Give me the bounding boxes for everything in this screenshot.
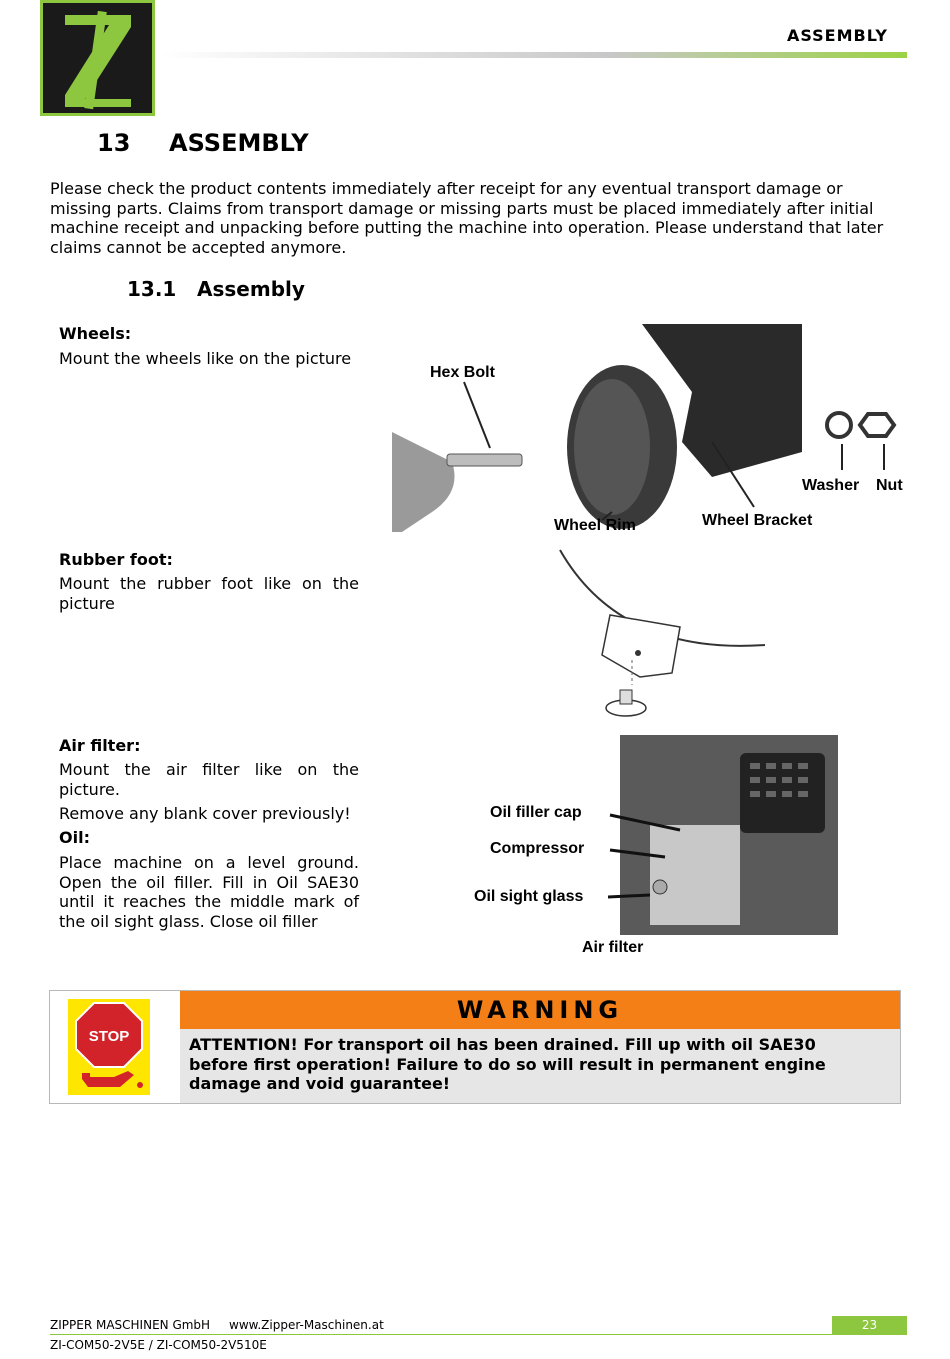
compressor-figure xyxy=(470,735,840,965)
label-washer: Washer xyxy=(802,477,860,494)
subsection-title: Assembly xyxy=(197,277,305,301)
rubber-foot-figure xyxy=(540,545,780,725)
wheels-text: Mount the wheels like on the picture xyxy=(59,349,352,368)
air-filter-text-2: Remove any blank cover previously! xyxy=(59,804,351,823)
warning-body xyxy=(180,1029,900,1103)
warning-text: ATTENTION! For transport oil has been drained. Fill up with oil SAE30 before first operation! Failure to do so will result in permanent engine damage and void guarantee! xyxy=(189,1035,826,1093)
footer-divider xyxy=(50,1334,907,1335)
air-filter-label: Air filter: xyxy=(59,736,141,755)
label-oil-sight-glass: Oil sight glass xyxy=(474,888,584,905)
stop-oil-warning-icon xyxy=(68,999,150,1095)
oil-text: Place machine on a level ground. Open the oil filler. Fill in Oil SAE30 until it reaches the middle mark of the oil sight glass. Close oil filler xyxy=(59,853,359,931)
label-compressor: Compressor xyxy=(490,840,585,857)
footer-company: ZIPPER MASCHINEN GmbH xyxy=(50,1318,211,1332)
air-filter-text: Mount the air filter like on the picture. xyxy=(59,760,359,799)
warning-title: WARNING xyxy=(180,991,900,1029)
label-hex-bolt: Hex Bolt xyxy=(430,364,495,381)
stop-sign-text: STOP xyxy=(88,1028,130,1045)
wheel-assembly-figure xyxy=(392,322,912,540)
chapter-number: 13 xyxy=(97,129,131,157)
warning-box xyxy=(49,990,901,1104)
chapter-heading xyxy=(97,129,309,157)
label-wheel-rim: Wheel Rim xyxy=(554,517,636,534)
zipper-logo-icon xyxy=(43,3,152,113)
footer-model: ZI-COM50-2V5E / ZI-COM50-2V510E xyxy=(50,1338,267,1352)
header-section-title: ASSEMBLY xyxy=(786,26,888,45)
intro-paragraph: Please check the product contents immediately after receipt for any eventual transport damage or missing parts. Claims from transport damage or missing parts must be placed immediately after initial machine receipt and unpacking before putting the machine into operation. Please understand that later claims cannot be accepted anymore. xyxy=(50,179,884,257)
wheels-label: Wheels: xyxy=(59,324,132,343)
footer-url[interactable]: www.Zipper-Maschinen.at xyxy=(229,1318,384,1332)
rubber-foot-text: Mount the rubber foot like on the picture xyxy=(59,574,359,613)
label-oil-filler-cap: Oil filler cap xyxy=(490,804,582,821)
label-wheel-bracket: Wheel Bracket xyxy=(702,512,813,529)
label-air-filter: Air filter xyxy=(582,939,644,956)
label-nut: Nut xyxy=(876,477,903,494)
company-logo xyxy=(40,0,155,116)
header-divider xyxy=(160,52,907,58)
oil-label: Oil: xyxy=(59,828,90,847)
page-number: 23 xyxy=(832,1316,907,1334)
subsection-heading xyxy=(127,277,305,301)
subsection-number: 13.1 xyxy=(127,277,177,301)
rubber-foot-label: Rubber foot: xyxy=(59,550,173,569)
chapter-title: ASSEMBLY xyxy=(169,129,309,157)
warning-icon-cell xyxy=(50,991,181,1103)
